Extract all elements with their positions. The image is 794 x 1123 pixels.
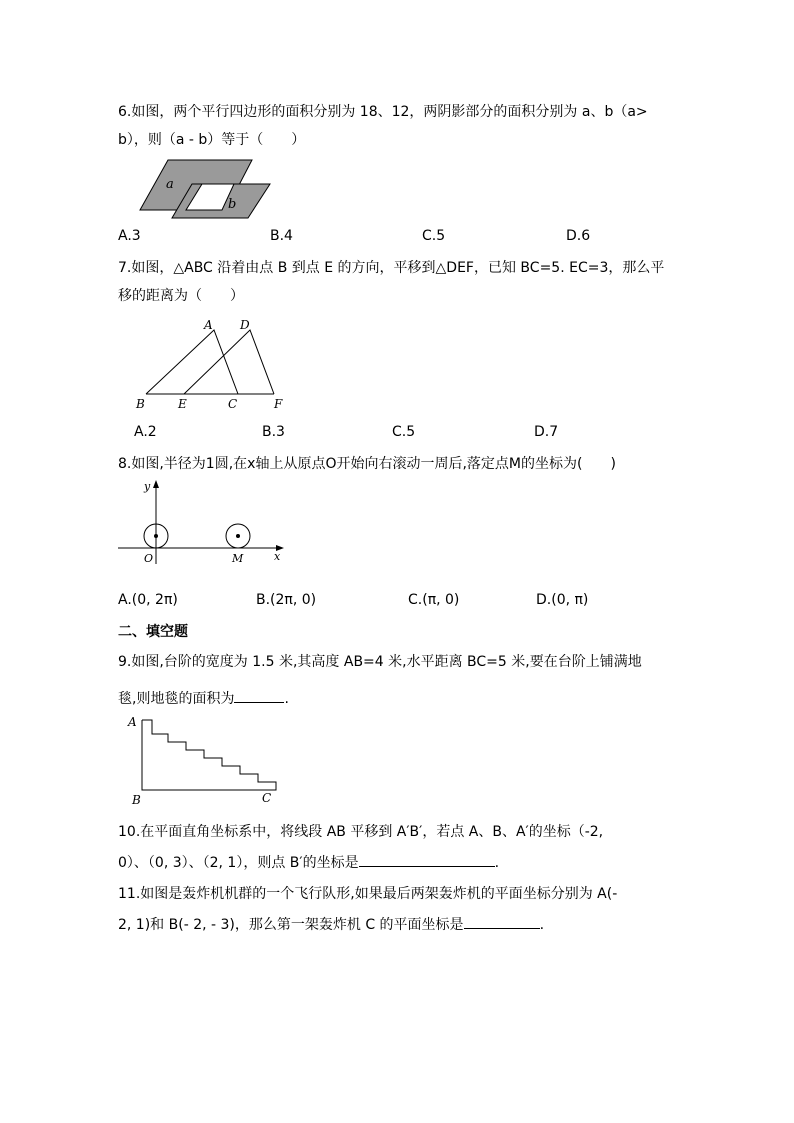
q10-text-line2-end: . bbox=[494, 855, 500, 871]
q7-option-b[interactable]: B.3 bbox=[262, 424, 285, 440]
q11-text-line2 bbox=[118, 914, 544, 935]
q6-label-a: a bbox=[166, 177, 174, 192]
q11-text-line2-start: 2, 1)和 B(- 2, - 3)，那么第一架轰炸机 C 的平面坐标是 bbox=[118, 917, 464, 933]
q11-text-line2-end: . bbox=[539, 917, 545, 933]
q6-label-b: b bbox=[228, 197, 237, 212]
q7-text-line1: 7.如图，△ABC 沿着由点 B 到点 E 的方向，平移到△DEF，已知 BC=5. EC=3，那么平 bbox=[118, 260, 665, 276]
q6-text-line1: 6.如图，两个平行四边形的面积分别为 18、12，两阴影部分的面积分别为 a、b（a> bbox=[118, 104, 648, 120]
q7-triangle-figure bbox=[134, 316, 294, 412]
q8-option-b[interactable]: B.(2π, 0) bbox=[256, 592, 317, 608]
q9-staircase-figure bbox=[126, 712, 286, 806]
q7-option-c[interactable]: C.5 bbox=[392, 424, 416, 440]
q8-text-line1: 8.如图,半径为1圆,在x轴上从原点O开始向右滚动一周后,落定点M的坐标为( ) bbox=[118, 456, 616, 472]
q7-label-D: D bbox=[240, 318, 250, 332]
q7-text-line2: 移的距离为（ ） bbox=[118, 288, 244, 304]
q9-label-A: A bbox=[128, 715, 137, 729]
q9-text-line1: 9.如图,台阶的宽度为 1.5 米,其高度 AB=4 米,水平距离 BC=5 米,要在台阶上铺满地 bbox=[118, 654, 642, 670]
q11-answer-blank[interactable] bbox=[464, 914, 540, 929]
q7-label-F: F bbox=[274, 397, 283, 411]
q9-text-line2-start: 毯,则地毯的面积为 bbox=[118, 691, 235, 707]
q9-text-line2-end: . bbox=[284, 691, 289, 707]
q8-coordinate-figure bbox=[118, 478, 290, 568]
q8-option-c[interactable]: C.(π, 0) bbox=[408, 592, 460, 608]
q8-label-M: M bbox=[232, 552, 244, 565]
q7-label-A: A bbox=[204, 318, 213, 332]
q10-answer-blank[interactable] bbox=[359, 852, 495, 867]
q8-label-x: x bbox=[274, 550, 281, 563]
q6-text-line2: b），则（a - b）等于（ ） bbox=[118, 132, 306, 148]
q9-label-B: B bbox=[132, 793, 141, 807]
q6-option-b[interactable]: B.4 bbox=[270, 228, 293, 244]
q6-parallelogram-figure bbox=[136, 158, 276, 220]
q8-label-O: O bbox=[144, 552, 154, 565]
q7-label-E: E bbox=[178, 397, 187, 411]
q7-option-d[interactable]: D.7 bbox=[534, 424, 559, 440]
q7-label-C: C bbox=[228, 397, 238, 411]
q10-text-line1: 10.在平面直角坐标系中，将线段 AB 平移到 A′B′，若点 A、B、A′的坐标（-2, bbox=[118, 824, 604, 840]
q8-option-d[interactable]: D.(0, π) bbox=[536, 592, 589, 608]
q9-text-line2 bbox=[118, 688, 289, 709]
q9-label-C: C bbox=[262, 791, 272, 805]
q6-option-c[interactable]: C.5 bbox=[422, 228, 446, 244]
q8-option-a[interactable]: A.(0, 2π) bbox=[118, 592, 178, 608]
q10-text-line2 bbox=[118, 852, 499, 873]
q7-label-B: B bbox=[136, 397, 145, 411]
q11-text-line1: 11.如图是轰炸机机群的一个飞行队形,如果最后两架轰炸机的平面坐标分别为 A(- bbox=[118, 886, 618, 902]
q10-text-line2-start: 0）、（0, 3）、（2, 1），则点 B′的坐标是 bbox=[118, 855, 359, 871]
q6-option-d[interactable]: D.6 bbox=[566, 228, 591, 244]
q8-label-y: y bbox=[144, 480, 151, 493]
q7-option-a[interactable]: A.2 bbox=[134, 424, 157, 440]
section-title-fill-in: 二、填空题 bbox=[118, 624, 188, 640]
q6-option-a[interactable]: A.3 bbox=[118, 228, 141, 244]
q9-answer-blank[interactable] bbox=[234, 688, 284, 703]
